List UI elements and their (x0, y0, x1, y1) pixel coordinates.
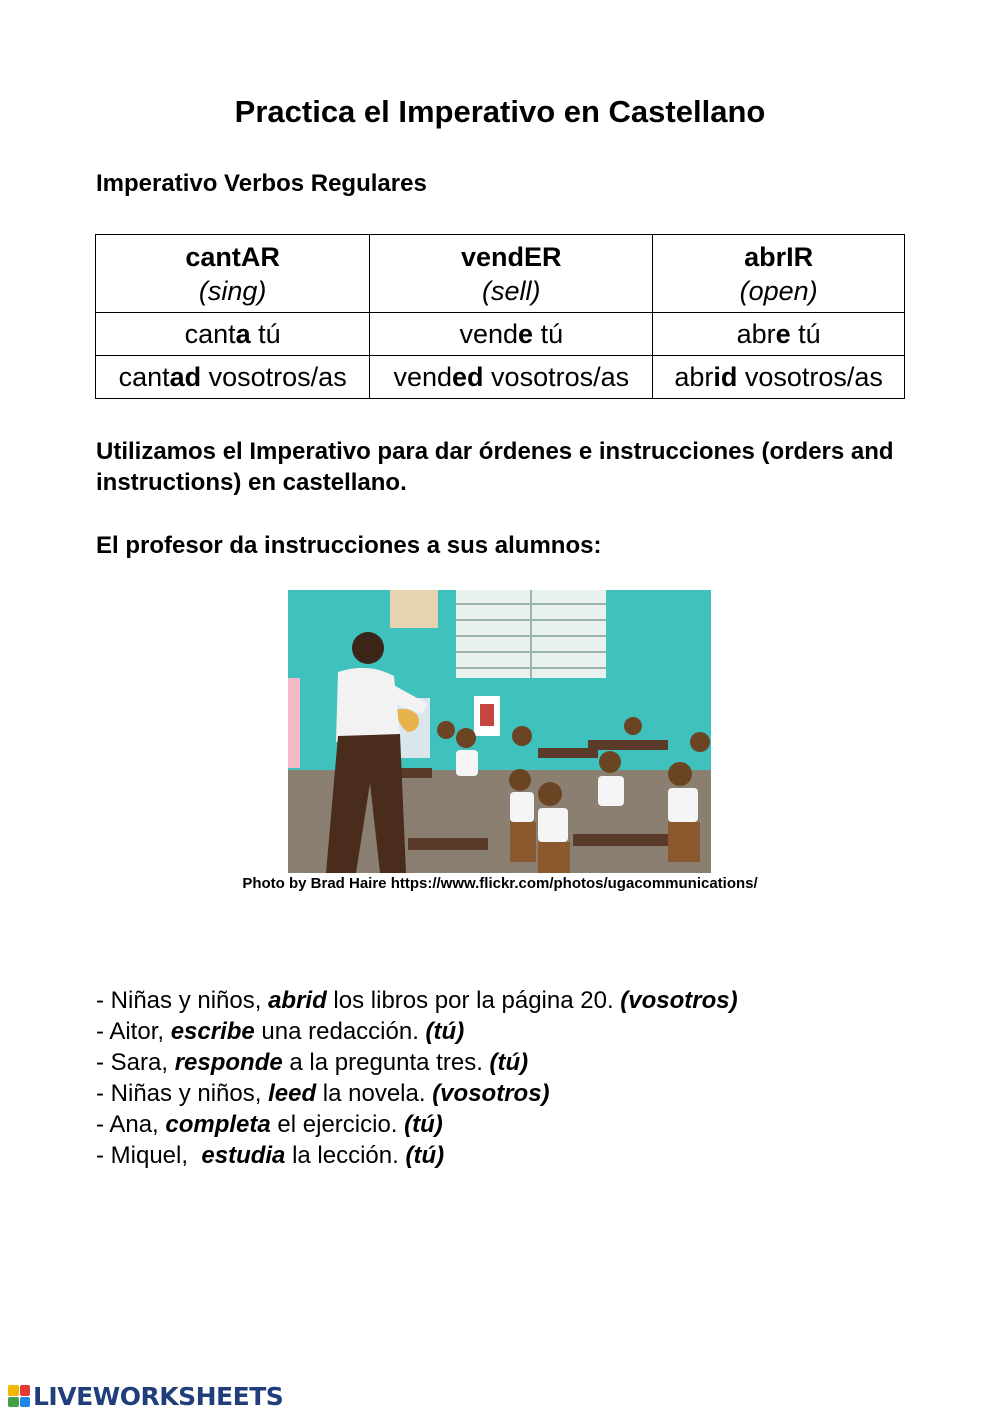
list-item (96, 1016, 956, 1047)
person-label: (tú) (404, 1111, 443, 1138)
verb-translation: (sell) (482, 275, 541, 306)
sentence-rest: el ejercicio. (270, 1111, 405, 1138)
intro-paragraph: Utilizamos el Imperativo para dar órdenes e instrucciones (orders and instructions) en castellano. (96, 438, 894, 496)
imperative-verb: leed (268, 1080, 317, 1107)
logo-square (8, 1385, 19, 1396)
pronoun: vosotros/as (737, 361, 883, 392)
sentence-rest: los libros por la página 20. (326, 987, 621, 1014)
logo-text: LIVEWORKSHEETS (33, 1381, 284, 1411)
stem: cant (118, 361, 170, 392)
imperative-verb: completa (165, 1111, 271, 1138)
verb-table (95, 234, 905, 399)
list-item (96, 1047, 956, 1078)
classroom-illustration (288, 590, 711, 873)
list-item (96, 985, 956, 1016)
table-cell (370, 313, 653, 356)
section-subtitle: Imperativo Verbos Regulares (96, 170, 427, 197)
verb-infinitive: cantAR (185, 241, 280, 272)
sentence-rest: la novela. (316, 1080, 433, 1107)
ending: a (235, 318, 251, 349)
logo-icon (8, 1385, 30, 1407)
page-title: Practica el Imperativo en Castellano (234, 94, 766, 129)
imperative-verb: escribe (170, 1018, 255, 1045)
header-cell (96, 235, 370, 313)
logo-square (20, 1397, 31, 1408)
sentence-rest: a la pregunta tres. (282, 1049, 490, 1076)
pronoun: tú (533, 318, 564, 349)
sentence-prefix: - Niñas y niños, (96, 987, 269, 1014)
list-item (96, 1078, 956, 1109)
header-cell (653, 235, 905, 313)
table-cell (653, 313, 905, 356)
stem: abr (736, 318, 776, 349)
instruction-list (96, 985, 956, 1171)
ending: e (775, 318, 791, 349)
photo-credit: Photo by Brad Haire https://www.flickr.com/photos/ugacommunications/ (242, 875, 758, 892)
sentence-rest: una redacción. (254, 1018, 426, 1045)
list-item (96, 1140, 956, 1171)
sentence-rest: la lección. (285, 1142, 406, 1169)
person-label: (tú) (425, 1018, 465, 1045)
stem: vend (459, 318, 519, 349)
sentence-prefix: - Aitor, (96, 1018, 171, 1045)
person-label: (vosotros) (620, 987, 738, 1014)
ending: id (713, 361, 738, 392)
pronoun: tú (250, 318, 281, 349)
table-row (96, 356, 905, 399)
imperative-verb: responde (174, 1049, 283, 1076)
verb-translation: (open) (739, 275, 818, 306)
ending: ed (452, 361, 484, 392)
pronoun: vosotros/as (201, 361, 347, 392)
table-row (96, 313, 905, 356)
table-cell (96, 356, 370, 399)
stem: cant (184, 318, 236, 349)
stem: vend (393, 361, 453, 392)
ending: ad (169, 361, 202, 392)
person-label: (vosotros) (432, 1080, 550, 1107)
imperative-verb: estudia (201, 1142, 286, 1169)
stem: abr (674, 361, 714, 392)
verb-infinitive: abrIR (744, 241, 814, 272)
ending: e (518, 318, 534, 349)
verb-translation: (sing) (198, 275, 267, 306)
list-item (96, 1109, 956, 1140)
person-label: (tú) (489, 1049, 529, 1076)
table-header-row (96, 235, 905, 313)
sentence-prefix: - Niñas y niños, (96, 1080, 269, 1107)
person-label: (tú) (405, 1142, 445, 1169)
liveworksheets-logo[interactable] (8, 1381, 283, 1411)
table-cell (96, 313, 370, 356)
verb-infinitive: vendER (461, 241, 562, 272)
imperative-verb: abrid (268, 987, 327, 1014)
logo-square (20, 1385, 31, 1396)
header-cell (370, 235, 653, 313)
table-cell (370, 356, 653, 399)
sentence-prefix: - Miquel, (96, 1142, 202, 1169)
teacher-paragraph: El profesor da instrucciones a sus alumnos: (96, 532, 602, 559)
sentence-prefix: - Ana, (96, 1111, 166, 1138)
pronoun: tú (790, 318, 821, 349)
pronoun: vosotros/as (483, 361, 630, 392)
table-cell (653, 356, 905, 399)
logo-square (8, 1397, 19, 1408)
sentence-prefix: - Sara, (96, 1049, 175, 1076)
classroom-photo (288, 590, 711, 873)
